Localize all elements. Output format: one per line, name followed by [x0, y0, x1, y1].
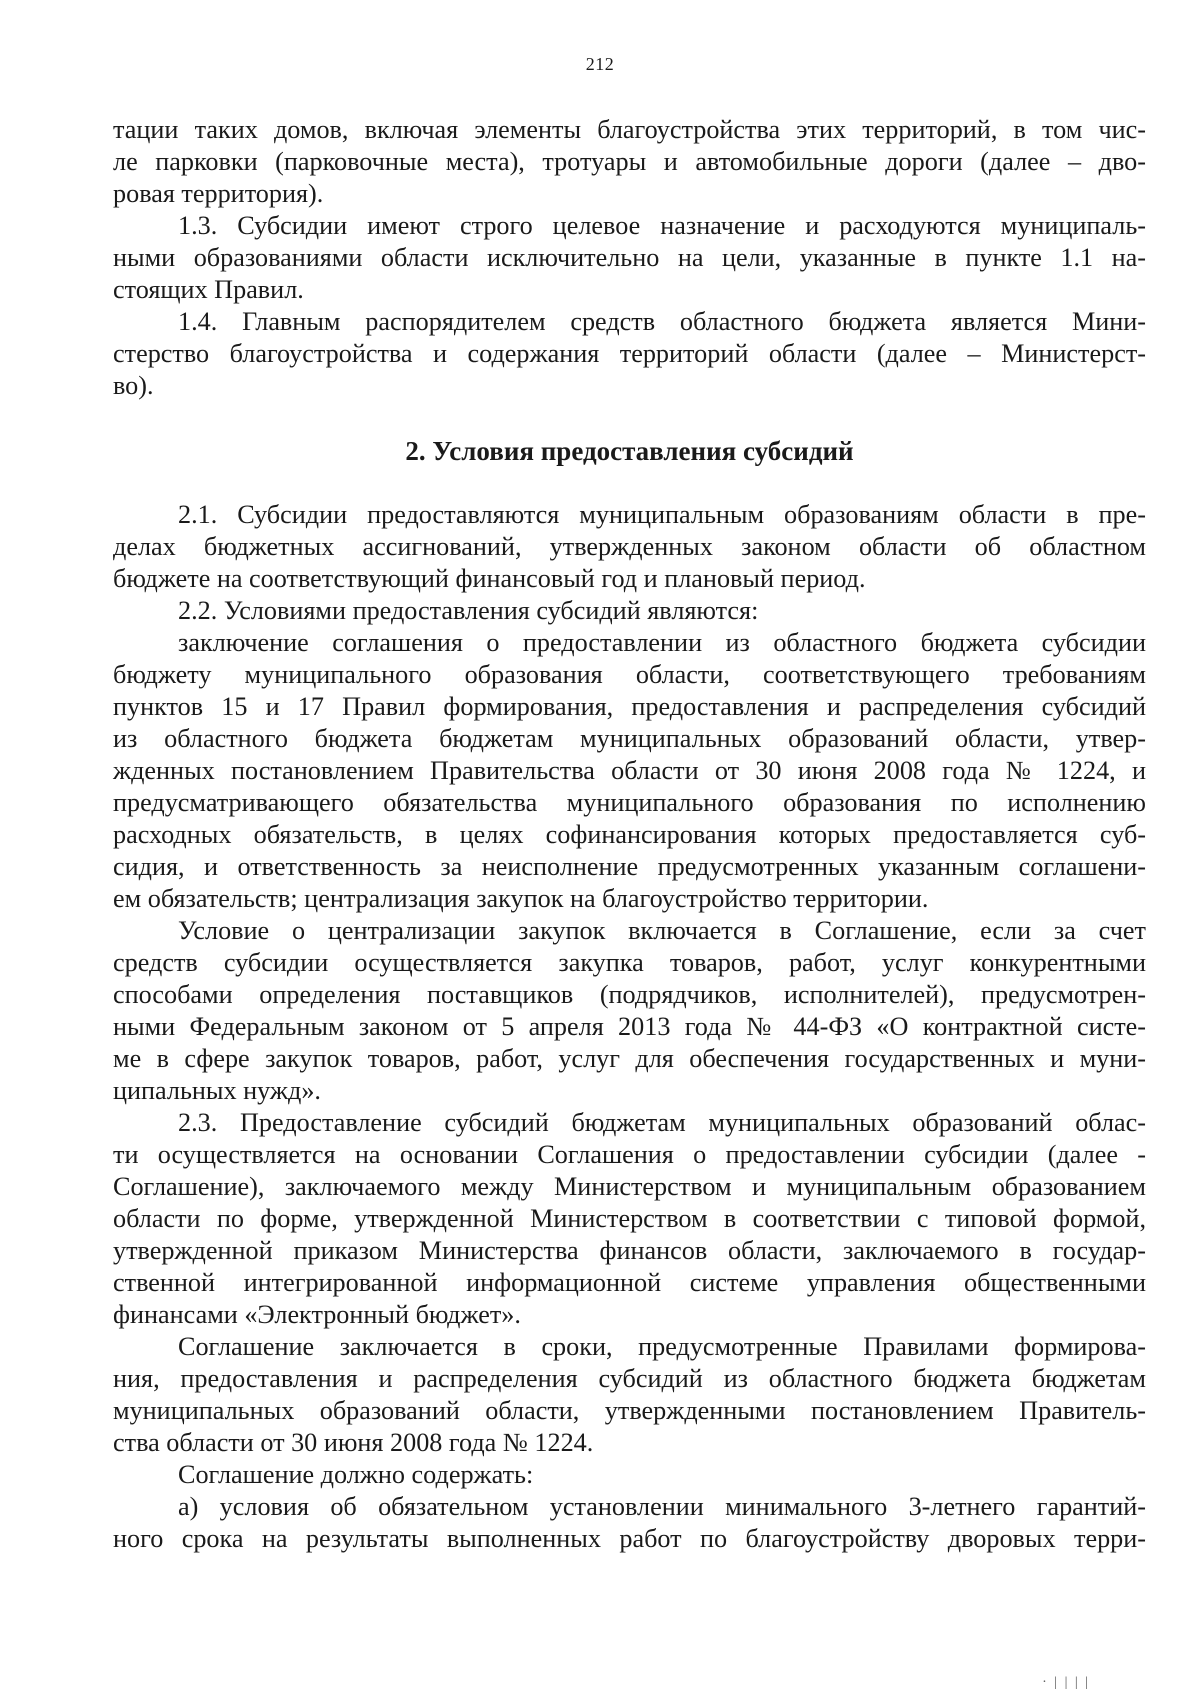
- text-line: жденных постановлением Правительства области от 30 июня 2008 года № 1224, и: [113, 756, 1146, 785]
- text-line: стерство благоустройства и содержания территорий области (далее – Министерст-: [113, 339, 1146, 368]
- paragraph-1-4-line: 1.4. Главным распорядителем средств областного бюджета является Мини-: [178, 307, 1146, 336]
- text-line: области по форме, утвержденной Министерством в соответствии с типовой формой,: [113, 1204, 1146, 1233]
- text-line: ле парковки (парковочные места), тротуары и автомобильные дороги (далее – дво-: [113, 147, 1146, 176]
- text-line: пунктов 15 и 17 Правил формирования, предоставления и распределения субсидий: [113, 692, 1146, 721]
- text-line: Условие о централизации закупок включается в Соглашение, если за счет: [178, 916, 1146, 945]
- text-line: тации таких домов, включая элементы благоустройства этих территорий, в том чис-: [113, 115, 1146, 144]
- paragraph-2-1-line: 2.1. Субсидии предоставляются муниципальным образованиям области в пре-: [178, 500, 1146, 529]
- text-line: из областного бюджета бюджетам муниципальных образований области, утвер-: [113, 724, 1146, 753]
- text-line: бюджете на соответствующий финансовый год и плановый период.: [113, 564, 866, 593]
- text-line: ственной интегрированной информационной системе управления общественными: [113, 1268, 1146, 1297]
- text-line: средств субсидии осуществляется закупка товаров, работ, услуг конкурентными: [113, 948, 1146, 977]
- paragraph-1-3-line: 1.3. Субсидии имеют строго целевое назначение и расходуются муниципаль-: [178, 211, 1146, 240]
- text-line: ства области от 30 июня 2008 года № 1224.: [113, 1428, 594, 1457]
- page-number: 212: [585, 54, 615, 74]
- text-line: ного срока на результаты выполненных работ по благоустройству дворовых терри-: [113, 1524, 1146, 1553]
- text-line: ния, предоставления и распределения субсидий из областного бюджета бюджетам: [113, 1364, 1146, 1393]
- text-line: бюджету муниципального образования области, соответствующего требованиям: [113, 660, 1146, 689]
- text-line: Соглашение заключается в сроки, предусмотренные Правилами формирова-: [178, 1332, 1146, 1361]
- text-line: сидия, и ответственность за неисполнение предусмотренных указанным соглашени-: [113, 852, 1146, 881]
- text-line: Соглашение), заключаемого между Министерством и муниципальным образованием: [113, 1172, 1146, 1201]
- text-line: стоящих Правил.: [113, 275, 304, 304]
- scan-artifact: · | | | |: [1042, 1675, 1090, 1690]
- text-line: во).: [113, 371, 154, 400]
- text-line: способами определения поставщиков (подрядчиков, исполнителей), предусмотрен-: [113, 980, 1146, 1009]
- text-line: делах бюджетных ассигнований, утвержденных законом области об областном: [113, 532, 1146, 561]
- document-body: [113, 114, 1146, 1555]
- text-line: муниципальных образований области, утвержденными постановлением Правитель-: [113, 1396, 1146, 1425]
- text-line: ем обязательств; централизация закупок на благоустройство территории.: [113, 884, 929, 913]
- text-line: предусматривающего обязательства муниципального образования по исполнению: [113, 788, 1146, 817]
- text-line: финансами «Электронный бюджет».: [113, 1300, 521, 1329]
- text-line: ровая территория).: [113, 179, 324, 208]
- text-line: ными образованиями области исключительно на цели, указанные в пункте 1.1 на-: [113, 243, 1146, 272]
- text-line: ме в сфере закупок товаров, работ, услуг для обеспечения государственных и муни-: [113, 1044, 1146, 1073]
- text-line: ципальных нужд».: [113, 1076, 321, 1105]
- text-line: Соглашение должно содержать:: [178, 1460, 534, 1489]
- section-heading: 2. Условия предоставления субсидий: [405, 436, 854, 466]
- spacer: [113, 402, 1146, 435]
- spacer: [113, 467, 1146, 499]
- text-line: ными Федеральным законом от 5 апреля 2013 года № 44-ФЗ «О контрактной систе-: [113, 1012, 1146, 1041]
- paragraph-2-2-line: 2.2. Условиями предоставления субсидий являются:: [178, 596, 759, 625]
- text-line: ти осуществляется на основании Соглашения о предоставлении субсидии (далее -: [113, 1140, 1146, 1169]
- text-line: утвержденной приказом Министерства финансов области, заключаемого в государ-: [113, 1236, 1146, 1265]
- text-line: расходных обязательств, в целях софинансирования которых предоставляется суб-: [113, 820, 1146, 849]
- list-item-a-line: а) условия об обязательном установлении минимального 3-летнего гарантий-: [178, 1492, 1146, 1521]
- paragraph-2-3-line: 2.3. Предоставление субсидий бюджетам муниципальных образований облас-: [178, 1108, 1146, 1137]
- text-line: заключение соглашения о предоставлении из областного бюджета субсидии: [178, 628, 1146, 657]
